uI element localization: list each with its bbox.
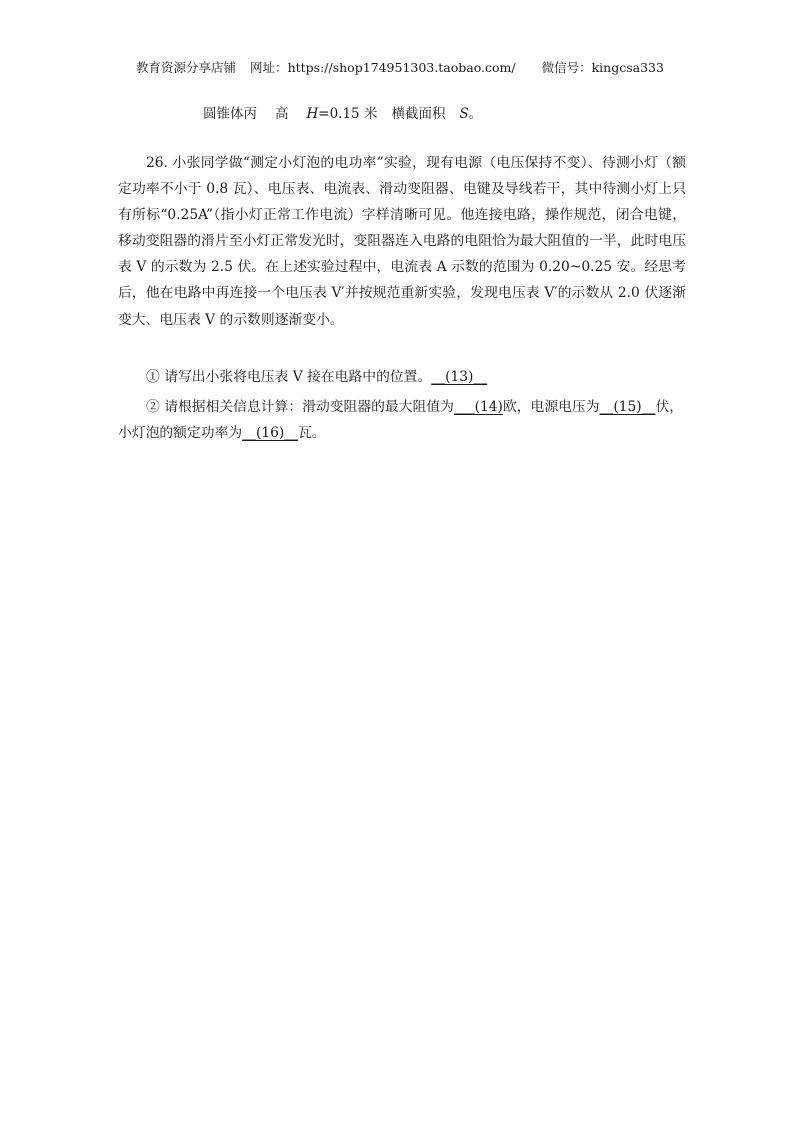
height-value: =0.15 米	[318, 106, 378, 122]
answer-blank-14: ___(14)	[453, 399, 503, 415]
sub-question-2-text-2: 欧，电源电压为	[502, 399, 600, 415]
answer-blank-15: __(15)__	[599, 399, 656, 415]
sub-question-1	[118, 364, 686, 390]
shop-url[interactable]: https://shop174951303.taobao.com/	[287, 60, 516, 75]
sub-question-2-marker: ②	[146, 399, 160, 415]
question-26	[118, 150, 686, 333]
answer-blank-16: __(16)__	[242, 425, 299, 442]
question-body: 26. 小张同学做“测定小灯泡的电功率”实验，现有电源（电压保持不变）、待测小灯（额定功率不小于 0.8 瓦）、电压表、电流表、滑动变阻器、电键及导线若干，其中待测小灯上只有所标“0.25A”（指小灯正常工作电流）字样清晰可见。他连接电路，操作规范，闭合电键，移动变阻器的滑片至小灯正常发光时，变阻器连入电路的电阻恰为最大阻值的一半，此时电压表 V 的示数为 2.5 伏。在上述实验过程中，电流表 A 示数的范围为 0.20~0.25 安。经思考后，他在电路中再连接一个电压表 V′并按规范重新实验，发现电压表 V′的示数从 2.0 伏逐渐变大、电压表 V 的示数则逐渐变小。	[118, 155, 686, 328]
area-variable: S	[459, 106, 469, 122]
wechat-id: kingcsa333	[591, 60, 664, 75]
object-name: 圆锥体丙	[203, 106, 257, 122]
area-label: 横截面积	[391, 106, 446, 122]
url-label: 网址：	[250, 60, 288, 75]
wechat-label: 微信号：	[541, 60, 592, 75]
sub-question-2-text-4: 瓦。	[298, 425, 326, 442]
sub-question-1-marker: ①	[146, 369, 160, 385]
sub-question-2	[118, 394, 686, 446]
area-end: 。	[468, 106, 483, 122]
answer-blank-13: __(13)__	[431, 369, 488, 385]
height-label: 高	[275, 106, 289, 122]
height-variable: H	[306, 106, 319, 122]
sub-question-2-text-1: 请根据相关信息计算：滑动变阻器的最大阻值为	[164, 399, 454, 415]
previous-question-fragment	[203, 102, 482, 122]
shop-name: 教育资源分享店铺	[136, 60, 237, 75]
sub-question-1-text: 请写出小张将电压表 V 接在电路中的位置。	[164, 369, 432, 385]
sub-question-2-text-3: 伏，小灯泡的额定功率为	[118, 399, 684, 442]
page-header	[0, 58, 800, 76]
